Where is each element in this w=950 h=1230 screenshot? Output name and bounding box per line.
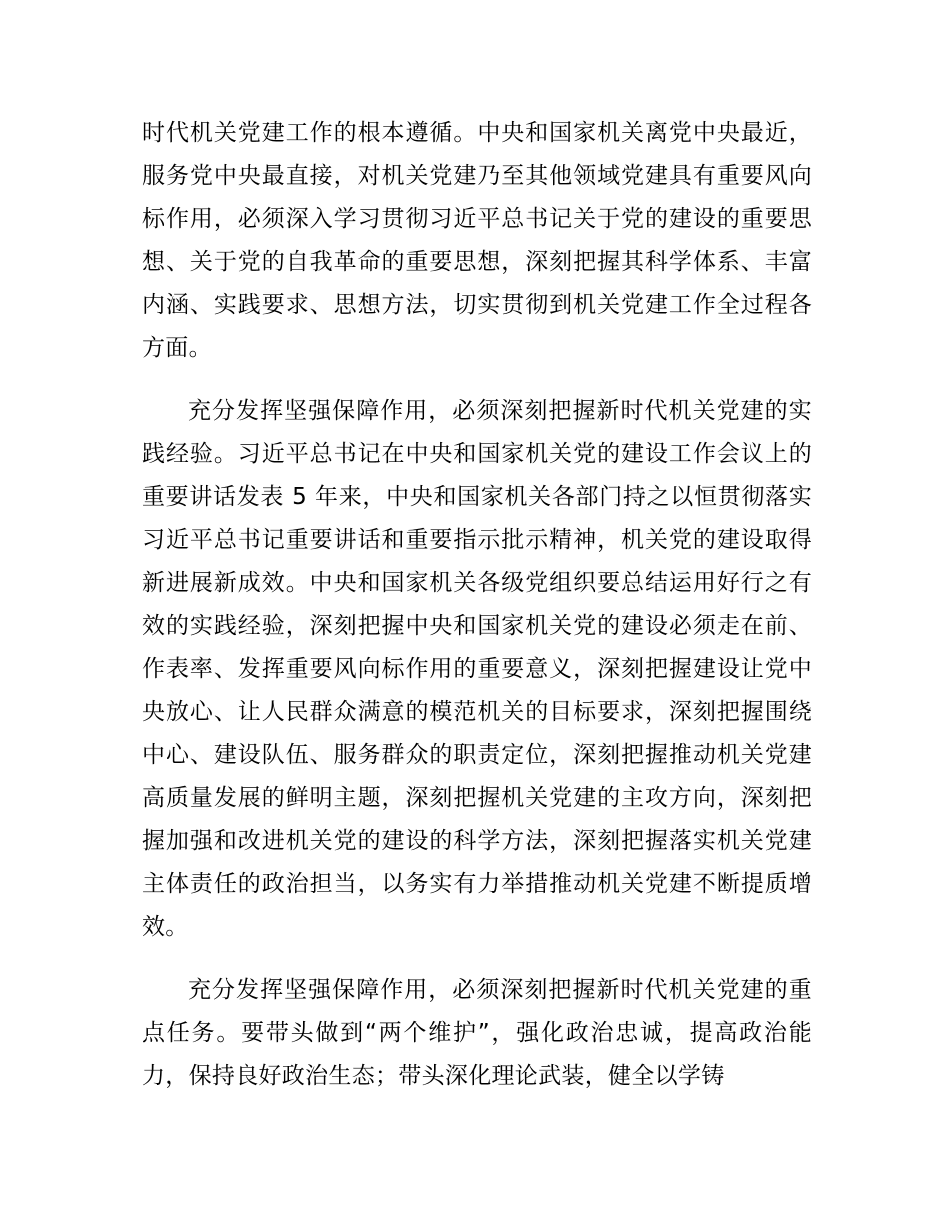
document-body	[142, 112, 812, 1098]
paragraph-1: 时代机关党建工作的根本遵循。中央和国家机关离党中央最近，服务党中央最直接，对机关党建乃至其他领域党建具有重要风向标作用，必须深入学习贯彻习近平总书记关于党的建设的重要思想、关于党的自我革命的重要思想，深刻把握其科学体系、丰富内涵、实践要求、思想方法，切实贯彻到机关党建工作全过程各方面。	[142, 120, 812, 361]
paragraph-2: 充分发挥坚强保障作用，必须深刻把握新时代机关党建的实践经验。习近平总书记在中央和国家机关党的建设工作会议上的重要讲话发表 5 年来，中央和国家机关各部门持之以恒贯彻落实习近平总书记重要讲话和重要指示批示精神，机关党的建设取得新进展新成效。中央和国家机关各级党组织要总结运用好行之有效的实践经验，深刻把握中央和国家机关党的建设必须走在前、作表率、发挥重要风向标作用的重要意义，深刻把握建设让党中央放心、让人民群众满意的模范机关的目标要求，深刻把握围绕中心、建设队伍、服务群众的职责定位，深刻把握推动机关党建高质量发展的鲜明主题，深刻把握机关党建的主攻方向，深刻把握加强和改进机关党的建设的科学方法，深刻把握落实机关党建主体责任的政治担当，以务实有力举措推动机关党建不断提质增效。	[142, 398, 812, 940]
paragraph-3: 充分发挥坚强保障作用，必须深刻把握新时代机关党建的重点任务。要带头做到“两个维护”，强化政治忠诚，提高政治能力，保持良好政治生态；带头深化理论武装，健全以学铸	[142, 977, 812, 1089]
